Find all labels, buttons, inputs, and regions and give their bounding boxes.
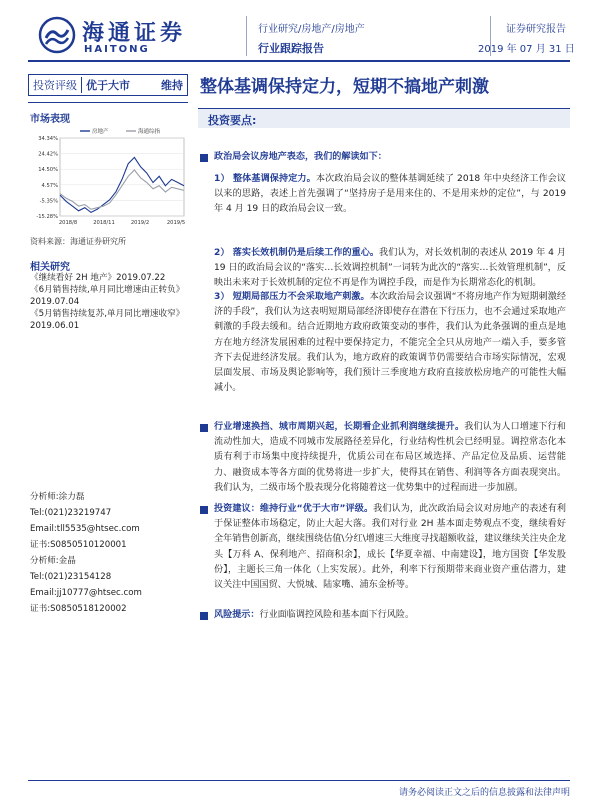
chart-y-tick-label: 34.34% (38, 136, 58, 142)
key-point-6-head: 风险提示： (214, 610, 260, 620)
key-point-6 (214, 608, 566, 623)
analyst-email[interactable]: Email:tll5535@htsec.com (30, 524, 140, 534)
chart-legend-label: 房地产 (92, 129, 109, 135)
key-point-2 (214, 246, 566, 292)
logo-wordmark-cn: 海通证券 (82, 20, 187, 46)
header-category: 行业研究/房地产/房地产 (258, 24, 365, 35)
analyst-cert: 证书:S0850518120002 (30, 604, 127, 614)
market-chart (28, 124, 188, 230)
key-point-intro-text: 政治局会议房地产表态，我们的解读如下： (214, 152, 387, 162)
haitong-logo-icon (38, 16, 76, 54)
chart-y-tick-label: -5.35% (39, 198, 58, 205)
rating-label: 投资评级 (29, 77, 82, 93)
chart-x-tick-label: 2018/8 (58, 220, 78, 226)
analyst-list (30, 489, 188, 617)
key-point-5 (214, 502, 566, 593)
analyst-tel: Tel:(021)23219747 (30, 508, 112, 518)
header-report-kind: 证券研究报告 (506, 24, 566, 35)
key-point-3-body: 本次政治局会议强调“不将房地产作为短期刺激经济的手段”，我们认为这表明短期局部经济即使存在潜在下行压力，也不会通过采取地产刺激的手段去缓和。结合近期地方政府政策变动的事件，我们认为此条强调的重点是地方在地方经济发展困难的过程中要保持定力，不能完全全只从房地产一端入手，要多管齐下去促进经济发展。我们认为，地方政府的政策调节仍需要结合市场实际情况，宏观层面发展、市场及舆论影响等，我们预计三季度地方政府直接放松房地产的可能性大幅减小。 (214, 292, 566, 394)
chart-legend-label: 海通综指 (138, 129, 161, 135)
related-item[interactable]: 《5月销售持续复苏,单月同比增速收窄》2019.06.01 (30, 309, 185, 331)
bullet-square-icon (200, 612, 208, 620)
chart-series-line (60, 170, 184, 209)
chart-x-tick-label: 2018/11 (93, 220, 115, 226)
key-point-4-head: 行业增速换挡、城市周期兴起，长期看企业抓利润继续提升。 (214, 422, 465, 432)
chart-x-tick-label: 2019/2 (130, 220, 150, 226)
key-point-1-body: 本次政治局会议的整体基调延续了 2018 年中央经济工作会议以来的思路，表述上首先强调了“坚持房子是用来住的、不是用来炒的定位”，与 2019 年 4 月 19 日的政治局会议一致。 (214, 174, 566, 215)
key-point-4-body: 我们认为人口增速下行和流动性加大，造成不同城市发展路径差异化，行业结构性机会已经明显。调控常态化本质有利于市场集中度持续提升，优质公司在布局区域选择、产品定位及品质、运营能力、融资成本等各方面的优势将进一步扩大，使得其在销售、利润等各方面表现突出。我们认为，二级市场个股表现分化将随着这一优势集中的过程而进一步加剧。 (214, 422, 566, 493)
chart-y-tick-label: 24.42% (38, 151, 58, 158)
analyst-cert: 证书:S0850510120001 (30, 540, 127, 550)
analyst-tel: Tel:(021)23154128 (30, 572, 112, 582)
market-section-title: 市场表现 (30, 114, 70, 125)
chart-source: 资料来源：海通证券研究所 (30, 237, 126, 246)
analyst-email[interactable]: Email:jj10777@htsec.com (30, 588, 142, 598)
left-rule (28, 102, 188, 103)
key-point-3-head: 3） 短期局部压力不会采取地产刺激。 (214, 292, 370, 302)
key-point-2-head: 2） 落实长效机制仍是后续工作的重心。 (214, 248, 380, 258)
footer-rule (28, 780, 570, 781)
chart-x-tick-label: 2019/5 (166, 220, 186, 226)
key-point-5-head: 投资建议：维持行业“优于大市”评级。 (214, 504, 374, 514)
header-rule (28, 60, 570, 62)
bullet-square-icon (200, 154, 208, 162)
key-point-1 (214, 172, 566, 218)
header-divider (246, 16, 247, 56)
logo-wordmark-en: HAITONG (84, 44, 150, 55)
header-date: 2019 年 07 月 31 日 (478, 44, 575, 55)
key-point-2-body: 我们认为，对长效机制的表述从 2019 年 4 月 19 日的政治局会议的“落实…长效调控机制”一词转为此次的“落实…长效管理机制”，反映出未来对于长效机制的定位不再是作为调控手段，而是作为长期常态化的机制。 (214, 248, 566, 289)
analyst-name: 分析师:涂力磊 (30, 492, 85, 502)
related-item[interactable]: 《继续看好 2H 地产》2019.07.22 (30, 273, 166, 283)
related-section-title: 相关研究 (30, 262, 70, 273)
key-point-1-head: 1） 整体基调保持定力。 (214, 174, 316, 184)
rating-box (28, 74, 188, 96)
rating-hold: 维持 (161, 79, 183, 92)
analyst-name: 分析师:金晶 (30, 556, 76, 566)
chart-y-tick-label: 14.50% (38, 167, 58, 174)
rating-value: 优于大市 (86, 79, 130, 92)
chart-frame (60, 138, 184, 216)
chart-y-tick-label: -15.28% (36, 214, 58, 220)
page-title: 整体基调保持定力，短期不搞地产刺激 (200, 77, 489, 97)
chart-y-tick-label: 4.57% (41, 182, 58, 189)
bullet-square-icon (200, 424, 208, 432)
header-report-type: 行业跟踪报告 (258, 42, 324, 55)
footer-disclaimer[interactable]: 请务必阅读正文之后的信息披露和法律声明 (398, 788, 570, 798)
related-item[interactable]: 《6月销售持续,单月同比增速由正转负》2019.07.04 (30, 285, 185, 307)
key-point-6-body: 行业面临调控风险和基本面下行风险。 (259, 610, 415, 620)
key-point-5-body: 我们认为，此次政治局会议对房地产的表述有利于保证整体市场稳定，防止大起大落。我们对行业 2H 基本面走势观点不变，继续看好全年销售创新高，继续围绕估值\分红\增速三大维度寻找超额收益，建议继续关注央企龙头【万科 A、保利地产、招商积余】，成长【华夏幸福、中南建设】，地方国资【华发股份】，主题长三角一体化（上实发展）。此外，利率下行预期带来商业资产重估潜力，建议关注中国国贸、大悦城、陆家嘴、浦东金桥等。 (214, 504, 566, 591)
key-points-title: 投资要点: (208, 114, 257, 127)
bullet-square-icon (200, 506, 208, 514)
key-point-3 (214, 290, 566, 396)
key-point-intro (214, 150, 566, 165)
key-point-4 (214, 420, 566, 496)
